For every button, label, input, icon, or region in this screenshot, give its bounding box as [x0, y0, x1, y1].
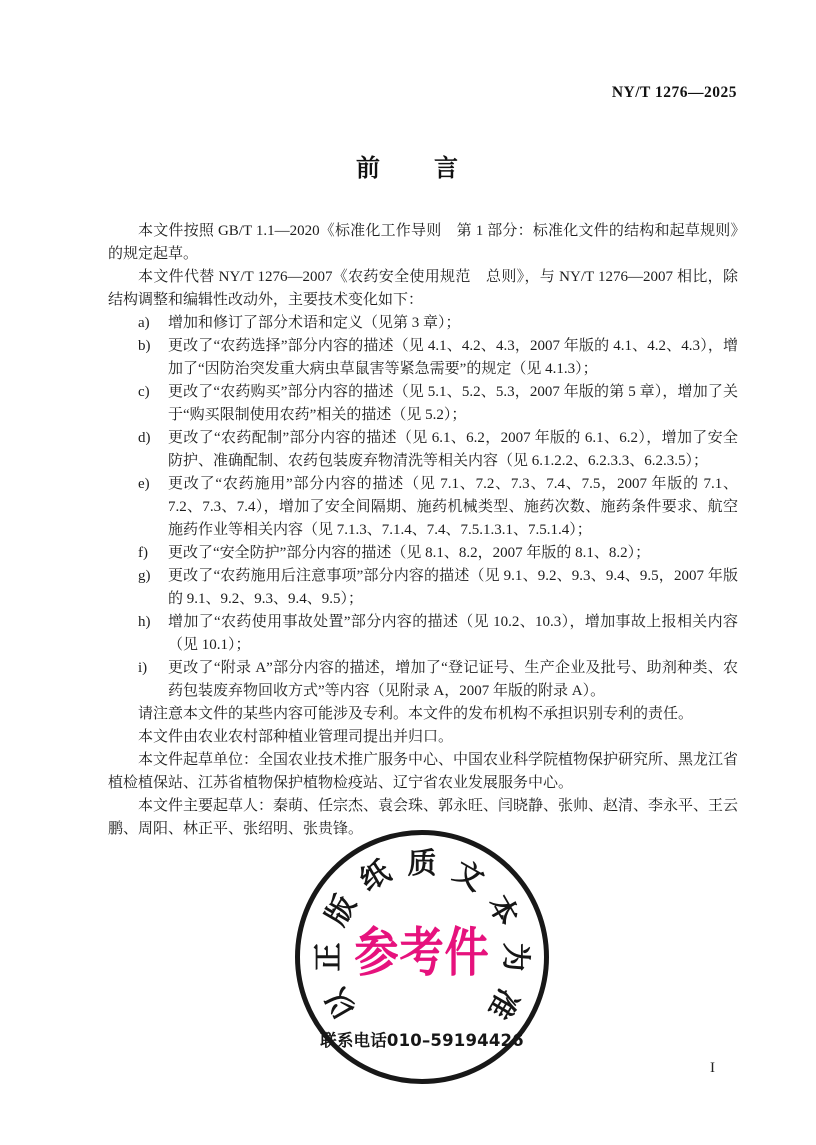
- stamp-phone-line: 联系电话010–59194426: [320, 1031, 524, 1050]
- drafting-organizations-paragraph: 本文件起草单位：全国农业技术推广服务中心、中国农业科学院植物保护研究所、黑龙江省植检植保站、江苏省植物保护植物检疫站、辽宁省农业发展服务中心。: [108, 752, 739, 791]
- stamp-ring-char: 准: [481, 983, 526, 1026]
- change-label: h): [138, 614, 151, 630]
- stamp-center-label: 参考件: [354, 922, 490, 984]
- change-label: b): [138, 338, 151, 354]
- standard-code: NY/T 1276—2025: [611, 84, 737, 101]
- change-item: [108, 565, 738, 611]
- stamp-ring-char: 为: [499, 942, 534, 972]
- change-label: i): [138, 660, 148, 676]
- change-item: [108, 657, 738, 703]
- change-text: 更改了“农药施用后注意事项”部分内容的描述（见 9.1、9.2、9.3、9.4、9.5，2007 年版的 9.1、9.2、9.3、9.4、9.5）；: [168, 568, 738, 607]
- change-label: e): [138, 476, 150, 492]
- intro-paragraph: 本文件代替 NY/T 1276—2007《农药安全使用规范 总则》，与 NY/T 1276—2007 相比，除结构调整和编辑性改动外，主要技术变化如下：: [108, 269, 738, 308]
- intro-paragraph: 本文件按照 GB/T 1.1—2020《标准化工作导则 第 1 部分：标准化文件的结构和起草规则》的规定起草。: [108, 223, 738, 262]
- stamp-ring-char: 本: [481, 888, 526, 931]
- stamp-ring-char: 以: [318, 983, 363, 1026]
- stamp-ring-char: 纸: [353, 853, 396, 898]
- stamp-ring-char: 版: [318, 888, 363, 931]
- change-label: c): [138, 384, 150, 400]
- patent-notice-paragraph: 请注意本文件的某些内容可能涉及专利。本文件的发布机构不承担识别专利的责任。: [138, 706, 694, 722]
- foreword-body: [108, 220, 738, 841]
- drafters-paragraph: 本文件主要起草人：秦萌、任宗杰、袁会珠、郭永旺、闫晓静、张帅、赵清、李永平、王云鹏、周阳、林正平、张绍明、张贵锋。: [108, 798, 739, 837]
- change-item: [108, 312, 738, 335]
- change-item: [108, 473, 738, 542]
- change-text: 更改了“农药配制”部分内容的描述（见 6.1、6.2，2007 年版的 6.1、6.2），增加了安全防护、准确配制、农药包装废弃物清洗等相关内容（见 6.1.2.2、6.2.3.3、6.2.3.5）；: [168, 430, 738, 469]
- change-text: 增加了“农药使用事故处置”部分内容的描述（见 10.2、10.3），增加事故上报相关内容（见 10.1）；: [168, 614, 738, 653]
- change-text: 更改了“安全防护”部分内容的描述（见 8.1、8.2，2007 年版的 8.1、8.2）；: [168, 545, 651, 561]
- change-item: [108, 335, 738, 381]
- change-label: f): [138, 545, 148, 561]
- reference-copy-stamp: [295, 830, 549, 1084]
- change-label: d): [138, 430, 151, 446]
- change-item: [108, 427, 738, 473]
- issuing-body-paragraph: 本文件由农业农村部种植业管理司提出并归口。: [138, 729, 454, 745]
- change-text: 更改了“农药购买”部分内容的描述（见 5.1、5.2、5.3，2007 年版的第 5 章），增加了关于“购买限制使用农药”相关的描述（见 5.2）；: [168, 384, 738, 423]
- change-label: g): [138, 568, 151, 584]
- page-number: I: [710, 1060, 715, 1076]
- change-text: 更改了“附录 A”部分内容的描述，增加了“登记证号、生产企业及批号、助剂种类、农药包装废弃物回收方式”等内容（见附录 A，2007 年版的附录 A）。: [168, 660, 738, 699]
- change-item: [108, 611, 738, 657]
- stamp-ring-char: 正: [310, 942, 345, 972]
- change-label: a): [138, 315, 150, 331]
- change-text: 更改了“农药施用”部分内容的描述（见 7.1、7.2、7.3、7.4、7.5，2007 年版的 7.1、7.2、7.3、7.4），增加了安全间隔期、施药机械类型、施药次数、施药条件要求、航空施药作业等相关内容（见 7.1.3、7.1.4、7.4、7.5.1.3.1、7.5.1.4）；: [168, 476, 738, 538]
- page-title: 前 言: [356, 154, 460, 182]
- stamp-ring-char: 质: [407, 845, 437, 880]
- change-text: 更改了“农药选择”部分内容的描述（见 4.1、4.2、4.3，2007 年版的 4.1、4.2、4.3），增加了“因防治突发重大病虫草鼠害等紧急需要”的规定（见 4.1.3）；: [168, 338, 738, 377]
- change-text: 增加和修订了部分术语和定义（见第 3 章）；: [168, 315, 461, 331]
- change-item: [108, 542, 738, 565]
- change-item: [108, 381, 738, 427]
- stamp-ring-char: 文: [448, 853, 491, 898]
